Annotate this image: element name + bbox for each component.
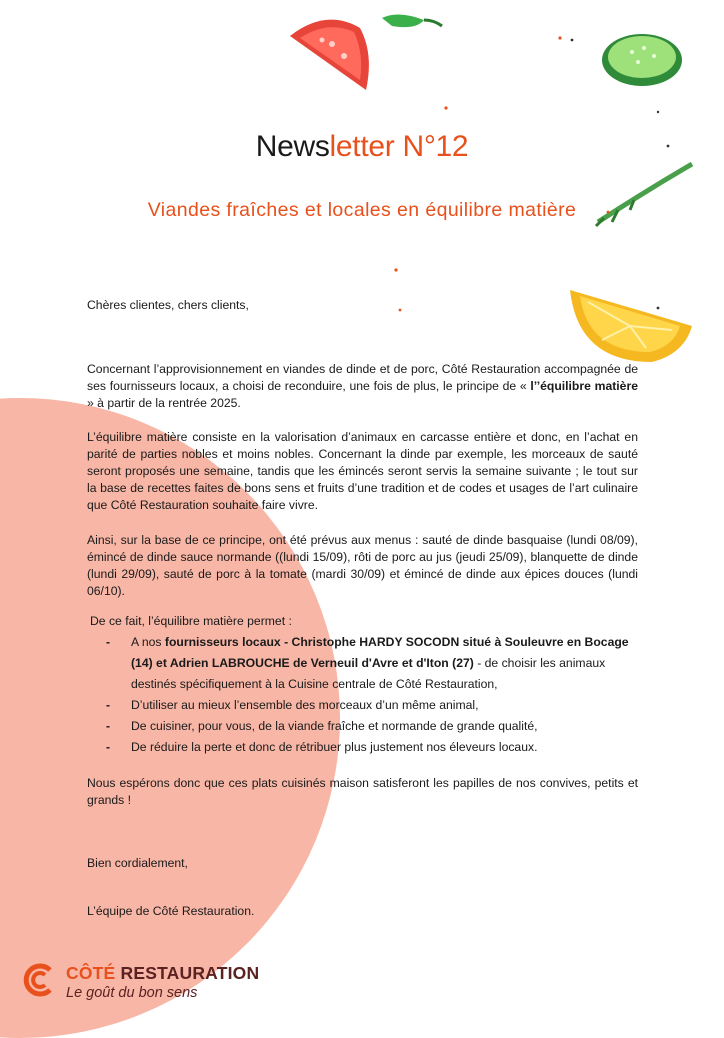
list-item: - D’utiliser au mieux l’ensemble des morceaux d’un même animal,	[87, 695, 647, 716]
cote-restauration-logo-icon	[22, 962, 58, 998]
greeting: Chères clientes, chers clients,	[87, 298, 249, 312]
list-item: - De cuisiner, pour vous, de la viande fraîche et normande de grande qualité,	[87, 716, 647, 737]
benefits-intro: De ce fait, l’équilibre matière permet :	[90, 614, 292, 628]
paragraph-3: Ainsi, sur la base de ce principe, ont été prévus aux menus : sauté de dinde basquaise (lundi 08/09), émincé de dinde sauce normande ((lundi 15/09), rôti de porc au jus (jeudi 25/09), blanquette de dinde (lundi 29/09), sauté de porc à la tomate (mardi 30/09) et émincé de dinde aux épices douces (lundi 06/10).	[87, 533, 638, 598]
paragraph-1: Concernant l’approvisionnement en viandes de dinde et de porc, Côté Restauration accompagnée de ses fournisseurs locaux, a choisi de reconduire, une fois de plus, le principe de « l’’équilibre matière » à partir de la rentrée 2025.	[87, 362, 638, 410]
newsletter-subtitle: Viandes fraîches et locales en équilibre matière	[147, 199, 577, 221]
brand-tagline: Le goût du bon sens	[66, 985, 198, 1001]
list-item: - A nos fournisseurs locaux - Christophe HARDY SOCODN situé à Souleuvre en Bocage (14) et Adrien LABROUCHE de Verneuil d'Avre et d'Iton (27) - de choisir les animaux destinés spécifiquement à la Cuisine centrale de Côté Restauration,	[87, 632, 647, 695]
newsletter-title: Newsletter N°12	[255, 130, 469, 163]
signature: L’équipe de Côté Restauration.	[87, 904, 255, 918]
paragraph-2: L’équilibre matière consiste en la valorisation d’animaux en carcasse entière et donc, en l’achat en parité de parties nobles et moins nobles. Concernant la dinde par exemple, les morceaux de sauté seront proposés une semaine, tandis que les émincés seront servis la semaine suivante ; le tout sur la base de recettes faites de bons sens et fruits d’une tradition et de codes et usages de l’art culinaire que Côté Restauration souhaite faire vivre.	[87, 430, 638, 512]
closing: Bien cordialement,	[87, 856, 188, 870]
brand-name: CÔTÉ RESTAURATION	[66, 963, 260, 983]
benefits-list	[87, 614, 647, 758]
list-item: - De réduire la perte et donc de rétribuer plus justement nos éleveurs locaux.	[87, 737, 647, 758]
sprinkle-dots	[360, 0, 724, 330]
paragraph-4: Nous espérons donc que ces plats cuisinés maison satisferont les papilles de nos convives, petits et grands !	[87, 776, 638, 807]
